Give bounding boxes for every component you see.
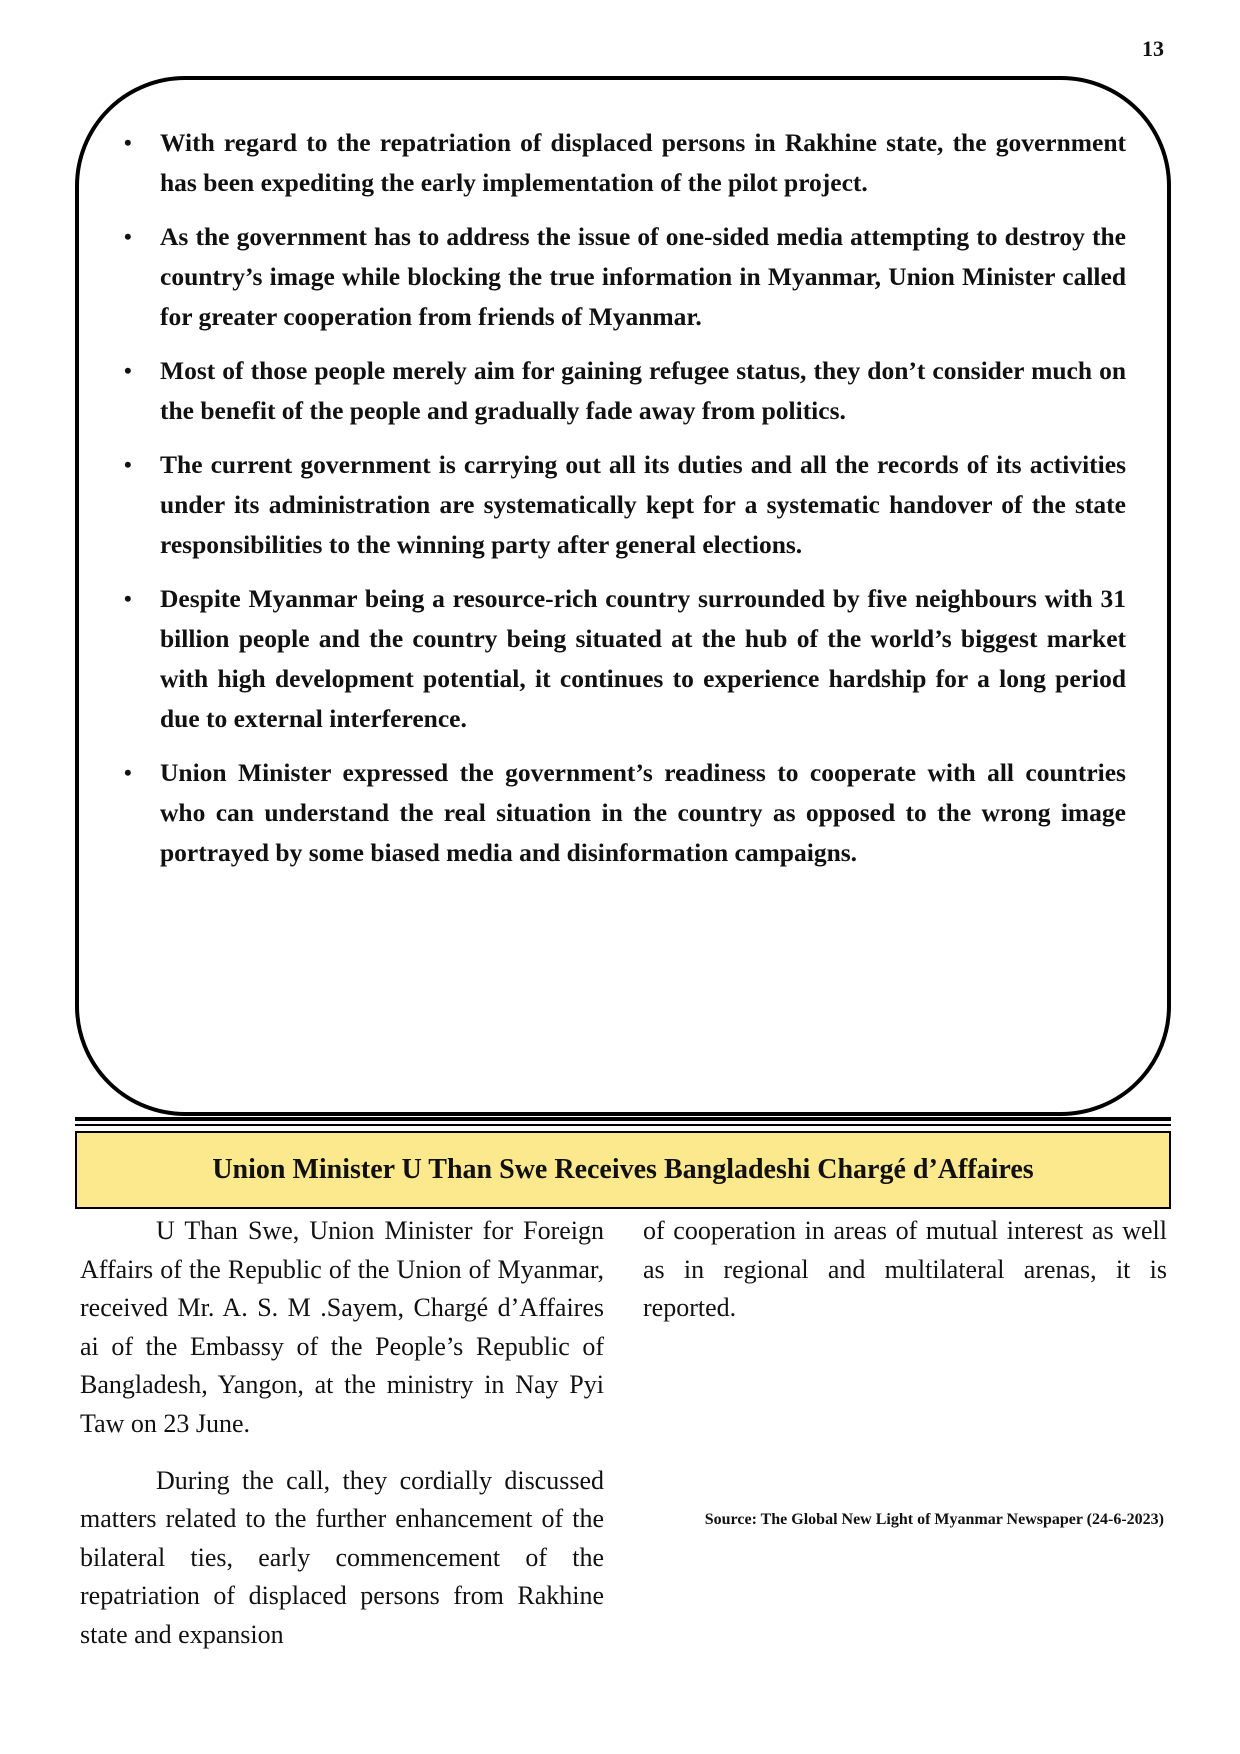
- bullet-item: [120, 753, 1126, 873]
- bullet-item: [120, 351, 1126, 431]
- bullet-item: [120, 217, 1126, 337]
- section-divider-thick: [75, 1117, 1171, 1121]
- bullet-item: [120, 123, 1126, 203]
- page-number: 13: [1142, 36, 1164, 61]
- bullet-icon: •: [124, 760, 132, 785]
- article-paragraph: U Than Swe, Union Minister for Foreign Affairs of the Republic of the Union of Myanmar, received Mr. A. S. M .Sayem, Chargé d’Affaires ai of the Embassy of the People’s Republic of Bangladesh, Yangon, at the ministry in Nay Pyi Taw on 23 June.: [80, 1216, 604, 1438]
- bullet-icon: •: [124, 452, 132, 477]
- article-headline: Union Minister U Than Swe Receives Bangladeshi Chargé d’Affaires: [212, 1154, 1034, 1185]
- bullet-icon: •: [124, 224, 132, 249]
- bullet-text: As the government has to address the issue of one-sided media attempting to destroy the country’s image while blocking the true information in Myanmar, Union Minister called for greater cooperation from friends of Myanmar.: [160, 222, 1126, 331]
- bullet-text: Most of those people merely aim for gaining refugee status, they don’t consider much on the benefit of the people and gradually fade away from politics.: [160, 356, 1126, 425]
- article-column-left: [80, 1212, 604, 1673]
- article-paragraph: of cooperation in areas of mutual interest as well as in regional and multilateral arenas, it is reported.: [643, 1216, 1167, 1323]
- article-paragraph: During the call, they cordially discussed matters related to the further enhancement of the bilateral ties, early commencement of the repatriation of displaced persons from Rakhine state and expansion: [80, 1465, 604, 1649]
- article-column-right: [643, 1212, 1167, 1346]
- bullet-item: [120, 445, 1126, 565]
- bullet-icon: •: [124, 358, 132, 383]
- bullet-text: Union Minister expressed the government’s readiness to cooperate with all countries who can understand the real situation in the country as opposed to the wrong image portrayed by some biased media and disinformation campaigns.: [160, 758, 1126, 867]
- source-credit: Source: The Global New Light of Myanmar Newspaper (24-6-2023): [704, 1511, 1164, 1528]
- bullet-text: Despite Myanmar being a resource-rich country surrounded by five neighbours with 31 billion people and the country being situated at the hub of the world’s biggest market with high development potential, it continues to experience hardship for a long period due to external interference.: [160, 584, 1126, 733]
- bullet-text: The current government is carrying out all its duties and all the records of its activities under its administration are systematically kept for a systematic handover of the state responsibilities to the winning party after general elections.: [160, 450, 1126, 559]
- bullet-icon: •: [124, 130, 132, 155]
- bullet-text: With regard to the repatriation of displaced persons in Rakhine state, the government has been expediting the early implementation of the pilot project.: [160, 128, 1126, 197]
- bullet-icon: •: [124, 586, 132, 611]
- highlights-list: [120, 123, 1126, 887]
- section-divider-thin: [75, 1124, 1171, 1126]
- bullet-item: [120, 579, 1126, 739]
- article-headline-bar: [75, 1131, 1171, 1209]
